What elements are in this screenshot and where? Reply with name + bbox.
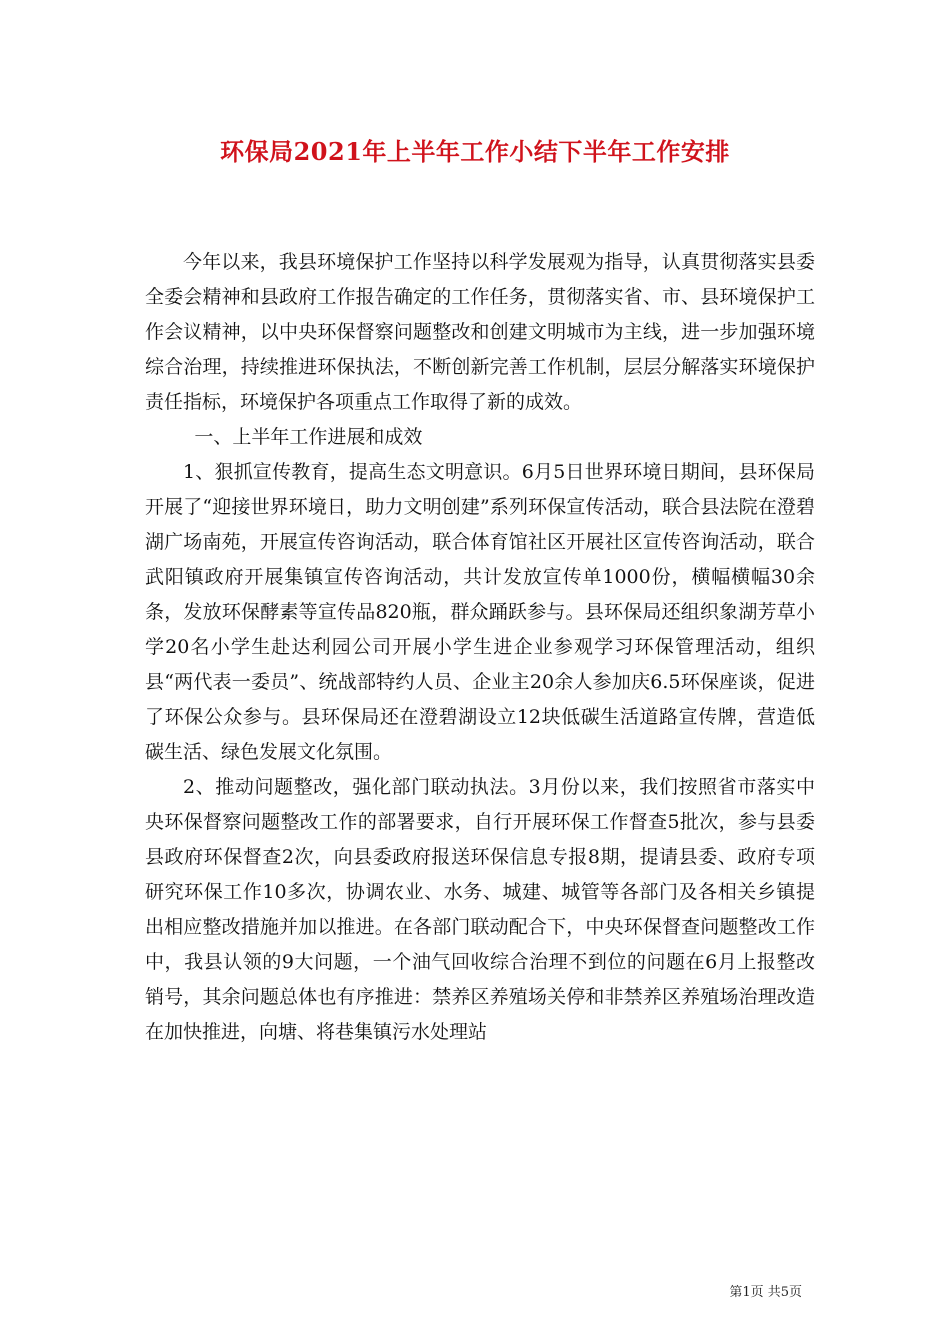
section-heading: 一、上半年工作进展和成效: [194, 426, 423, 448]
body-paragraph: 2、推动问题整改，强化部门联动执法。3月份以来，我们按照省市落实中央环保督察问题整改工作的部署要求，自行开展环保工作督查5批次，参与县委县政府环保督查2次，向县委政府报送环保信息专报8期，提请县委、政府专项研究环保工作10多次，协调农业、水务、城建、城管等各部门及各相关乡镇提出相应整改措施并加以推进。在各部门联动配合下，中央环保督查问题整改工作中，我县认领的9大问题，一个油气回收综合治理不到位的问题在6月上报整改销号，其余问题总体也有序推进：禁养区养殖场关停和非禁养区养殖场治理改造在加快推进，向塘、将巷集镇污水处理站: [145, 776, 815, 1043]
page-number-footer: 第1页 共5页: [729, 1285, 802, 1300]
document-body: [145, 245, 815, 1050]
document-title: 环保局2021年上半年工作小结下半年工作安排: [220, 137, 730, 166]
intro-paragraph: 今年以来，我县环境保护工作坚持以科学发展观为指导，认真贯彻落实县委全委会精神和县政府工作报告确定的工作任务，贯彻落实省、市、县环境保护工作会议精神，以中央环保督察问题整改和创建文明城市为主线，进一步加强环境综合治理，持续推进环保执法，不断创新完善工作机制，层层分解落实环境保护责任指标，环境保护各项重点工作取得了新的成效。: [145, 251, 815, 413]
body-paragraph: 1、狠抓宣传教育，提高生态文明意识。6月5日世界环境日期间，县环保局开展了“迎接世界环境日，助力文明创建”系列环保宣传活动，联合县法院在澄碧湖广场南苑，开展宣传咨询活动，联合体育馆社区开展社区宣传咨询活动，联合武阳镇政府开展集镇宣传咨询活动，共计发放宣传单1000份，横幅横幅30余条，发放环保酵素等宣传品820瓶，群众踊跃参与。县环保局还组织象湖芳草小学20名小学生赴达利园公司开展小学生进企业参观学习环保管理活动，组织县“两代表一委员”、统战部特约人员、企业主20余人参加庆6.5环保座谈，促进了环保公众参与。县环保局还在澄碧湖设立12块低碳生活道路宣传牌，营造低碳生活、绿色发展文化氛围。: [145, 461, 815, 763]
